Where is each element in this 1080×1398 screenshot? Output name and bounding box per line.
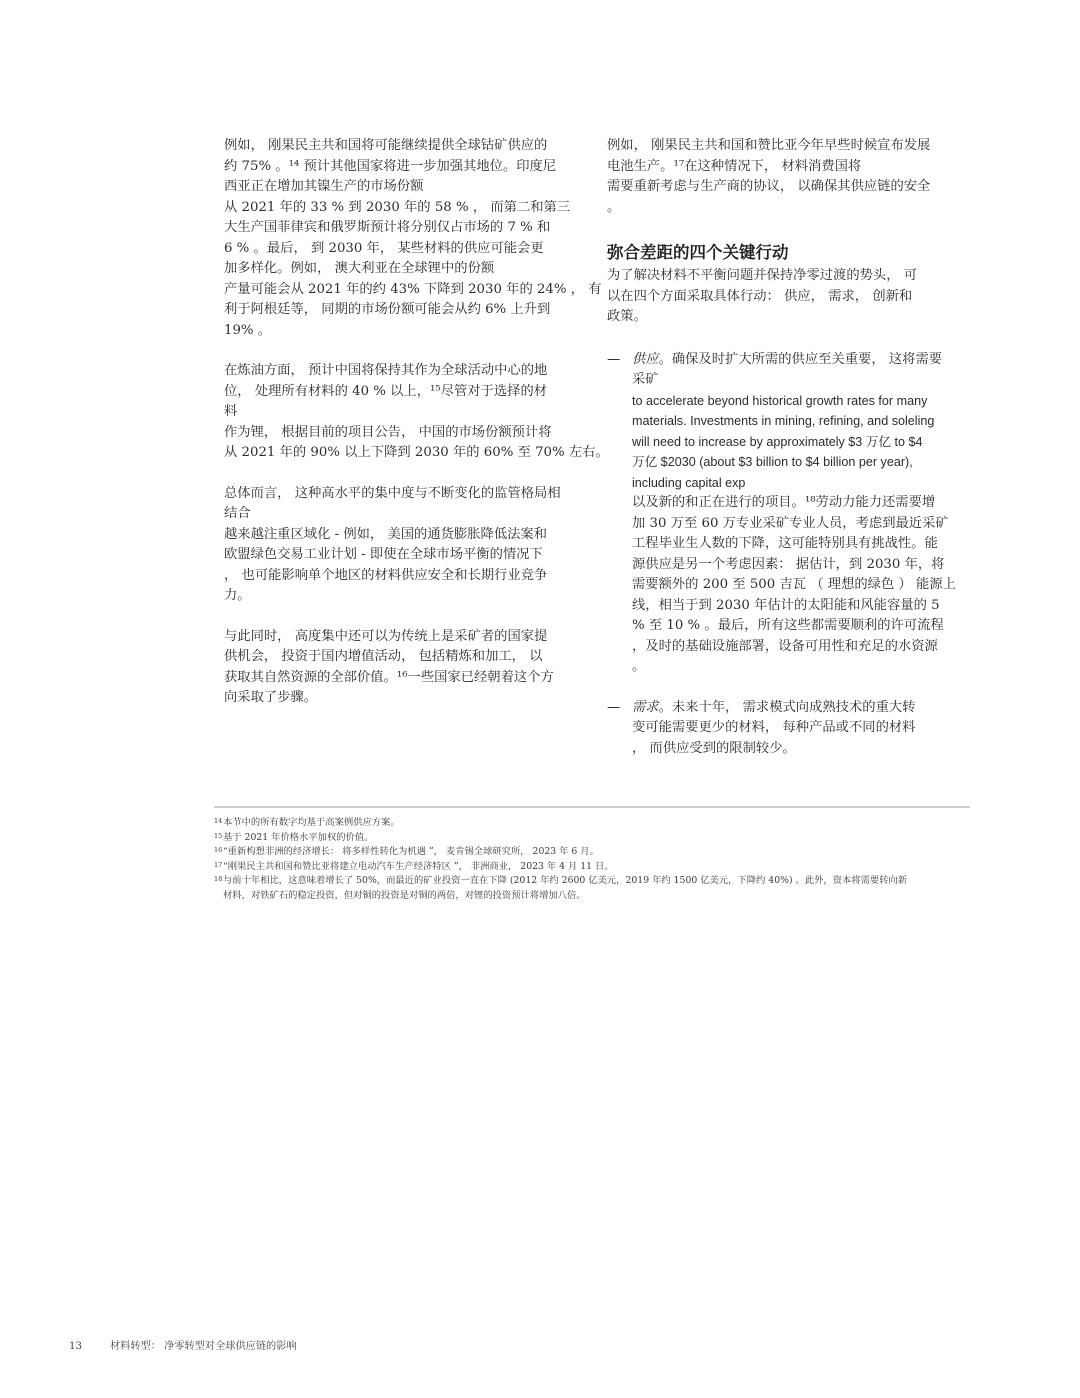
text-line: 力。 xyxy=(224,588,251,603)
bullet-demand xyxy=(607,698,969,760)
text-line: 以在四个方面采取具体行动： 供应， 需求， 创新和 xyxy=(607,288,913,304)
text-line: 作为锂， 根据目前的项目公告， 中国的市场份额预计将 xyxy=(224,424,552,440)
text-line: 政策。 xyxy=(607,309,647,324)
page-number: 13 xyxy=(69,1341,82,1352)
text-line: 。 xyxy=(607,199,621,215)
text-line: 需要重新考虑与生产商的协议， 以确保其供应链的安全 xyxy=(607,179,931,194)
text-line: 从 2021 年的 33 % 到 2030 年的 58 % ， 而第二和第三 xyxy=(224,199,571,215)
text-line: 料 xyxy=(224,404,238,419)
text-line: 变可能需要更少的材料， 每种产品或不同的材料 xyxy=(632,720,916,735)
text-line: 供机会， 投资于国内增值活动， 包括精炼和加工， 以 xyxy=(224,649,543,664)
text-line: 加多样化。例如， 澳大利亚在全球锂中的份额 xyxy=(224,261,495,276)
text-line: 从 2021 年的 90% 以上下降到 2030 年的 60% 至 70% 左右。 xyxy=(224,445,609,460)
text-line: 源供应是另一个考虑因素： 据估计，到 2030 年，将 xyxy=(632,556,945,572)
footnote-mark: 14 xyxy=(214,817,223,825)
dash-bullet-icon: — xyxy=(607,351,621,367)
footnote-14 xyxy=(214,816,974,831)
text-line: 线，相当于到 2030 年估计的太阳能和风能容量的 5 xyxy=(632,597,940,613)
text-line: 产量可能会从 2021 年的约 43% 下降到 2030 年的 24% ， 有 xyxy=(224,281,602,297)
text-line: 越来越注重区域化 - 例如， 美国的通货膨胀降低法案和 xyxy=(224,526,548,542)
section-heading: 弥合差距的四个关键行动 xyxy=(607,243,789,262)
footnote-mark: 17 xyxy=(214,860,223,869)
text-line: 利于阿根廷等， 同期的市场份额可能会从约 6% 上升到 xyxy=(224,302,551,317)
footnote-15 xyxy=(214,831,974,846)
footnote-text: “重新构想非洲的经济增长： 将多样性转化为机遇 ”， 麦肯锡全球研究所， 2023 年 6 月。 xyxy=(223,846,599,858)
section-intro xyxy=(607,266,969,328)
footnote-17 xyxy=(214,860,974,875)
footnote-mark: 16 xyxy=(214,846,223,855)
text-line: 为了解决材料不平衡问题并保持净零过渡的势头， 可 xyxy=(607,268,918,283)
text-line: % 至 10 % 。最后，所有这些都需要顺利的许可流程 xyxy=(632,618,944,633)
text-line: 需要额外的 200 至 500 吉瓦 （ 理想的绿色 ） 能源上 xyxy=(632,577,956,592)
text-line: 电池生产。¹⁷在这种情况下， 材料消费国将 xyxy=(607,158,862,174)
text-line: 在炼油方面， 预计中国将保持其作为全球活动中心的地 xyxy=(224,363,548,378)
footnote-18 xyxy=(214,874,974,889)
paragraph-regionalization xyxy=(224,484,586,607)
text-line: 获取其自然资源的全部价值。¹⁶一些国家已经朝着这个方 xyxy=(224,669,554,685)
text-line: 例如， 刚果民主共和国和赞比亚今年早些时候宣布发展 xyxy=(607,138,931,153)
footnote-16 xyxy=(214,845,974,860)
text-line: 例如， 刚果民主共和国将可能继续提供全球钴矿供应的 xyxy=(224,138,548,153)
text-line: 位， 处理所有材料的 40 % 以上，¹⁵尽管对于选择的材 xyxy=(224,383,548,399)
text-line: 约 75% 。¹⁴ 预计其他国家将进一步加强其地位。印度尼 xyxy=(224,158,557,174)
text-line: 向采取了步骤。 xyxy=(224,690,318,705)
text-line: materials. Investments in mining, refining, and soleling xyxy=(632,414,935,428)
paragraph-battery-production xyxy=(607,136,969,218)
footnote-text: 基于 2021 年价格水平加权的价值。 xyxy=(223,831,374,843)
footnote-mark: 15 xyxy=(214,831,223,840)
text-line: 大生产国菲律宾和俄罗斯预计将分别仅占市场的 7 % 和 xyxy=(224,220,551,235)
text-line: 以及新的和正在进行的项目。¹⁸劳动力能力还需要增 xyxy=(632,495,936,510)
footnote-text: 本节中的所有数字均基于高案例供应方案。 xyxy=(223,817,400,828)
footnote-text: 与前十年相比，这意味着增长了 50%，而最近的矿业投资一直在下降 (2012 年约 2600 亿美元，2019 年约 1500 亿美元，下降约 40%) 。此外，资本将需要转向新 xyxy=(223,875,908,887)
text-line: to accelerate beyond historical growth rates for many xyxy=(632,393,928,408)
text-line: 欧盟绿色交易工业计划 - 即使在全球市场平衡的情况下 xyxy=(224,547,543,562)
text-line: 19% 。 xyxy=(224,322,272,338)
paragraph-cobalt-nickel-lithium xyxy=(224,136,602,341)
bullet-supply xyxy=(607,350,969,678)
text-line: 6 % 。最后， 到 2030 年， 某些材料的供应可能会更 xyxy=(224,240,544,256)
text-line: 万亿 $2030 (about $3 billion to $4 billion per year), xyxy=(632,455,913,469)
bullet-term: 需求 xyxy=(632,699,659,715)
footnote-18-continuation: 材料，对铁矿石的稳定投资，但对铜的投资是对铜的两倍，对锂的投资预计将增加八倍。 xyxy=(223,889,586,901)
footnotes xyxy=(214,816,974,904)
page-footer xyxy=(69,1337,297,1352)
paragraph-value-add xyxy=(224,627,586,709)
text-line: ，及时的基础设施部署，设备可用性和充足的水资源 xyxy=(632,638,938,654)
left-column xyxy=(224,136,609,729)
text-line: including capital exp xyxy=(632,475,746,490)
footnote-text: “刚果民主共和国和赞比亚将建立电动汽车生产经济特区 ”， 非洲商业， 2023 年 4 月 11 日。 xyxy=(223,860,614,872)
text-line: ， 而供应受到的限制较少。 xyxy=(632,740,796,756)
paragraph-refining xyxy=(224,361,609,464)
text-line: 工程毕业生人数的下降，这可能特别具有挑战性。能 xyxy=(632,536,938,551)
right-column xyxy=(607,136,969,779)
text-line: 。确保及时扩大所需的供应至关重要， 这将需要 xyxy=(658,351,943,367)
text-line: ， 也可能影响单个地区的材料供应安全和长期行业竞争 xyxy=(224,567,548,583)
text-line: 结合 xyxy=(224,506,251,521)
dash-bullet-icon: — xyxy=(607,699,621,715)
text-line: 与此同时， 高度集中还可以为传统上是采矿者的国家提 xyxy=(224,628,548,644)
text-line: 采矿 xyxy=(632,372,659,387)
footnote-divider xyxy=(214,806,970,808)
footnote-mark: 18 xyxy=(214,875,223,884)
text-line: 总体而言， 这种高水平的集中度与不断变化的监管格局相 xyxy=(224,485,561,501)
text-line: 西亚正在增加其镍生产的市场份额 xyxy=(224,179,424,194)
text-line: 。未来十年， 需求模式向成熟技术的重大转 xyxy=(658,699,916,715)
text-line: 。 xyxy=(632,659,646,674)
text-line: 加 30 万至 60 万专业采矿专业人员，考虑到最近采矿 xyxy=(632,515,949,531)
text-line: will need to increase by approximately $3 万亿 to $4 xyxy=(632,434,923,449)
bullet-term: 供应 xyxy=(632,351,659,367)
footer-title: 材料转型： 净零转型对全球供应链的影响 xyxy=(110,1341,297,1352)
